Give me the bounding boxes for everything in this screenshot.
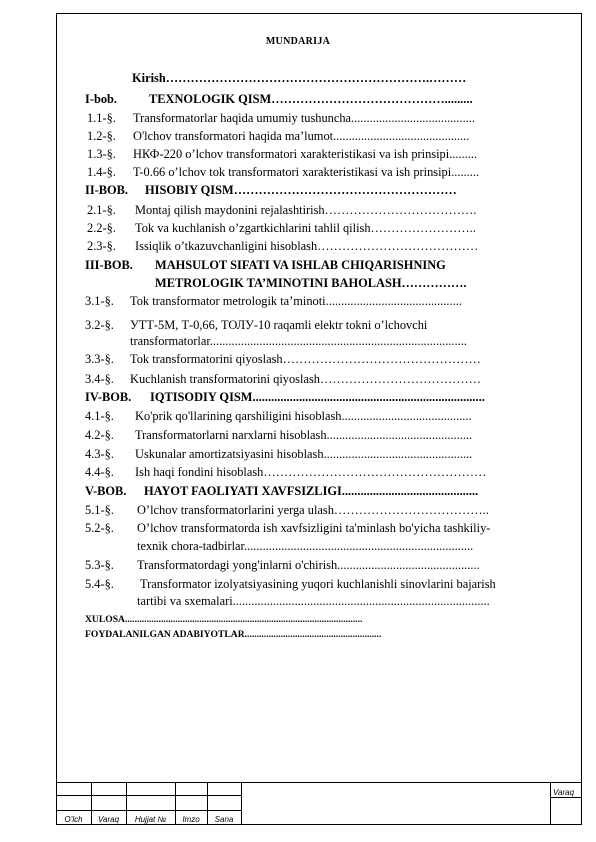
toc-section-5-4-cont: tartibi va sxemalari................................................................................... [137,594,490,608]
toc-chapter-3: III-BOB. MAHSULOT SIFATI VA ISHLAB CHIQARISHNING [85,258,446,272]
toc-chapter-1: I-bob. TEXNOLOGIK QISM……………………………………......... [85,92,473,106]
toc-section-3-4: 3.4-§. Kuchlanish transformatorini qiyoslash………………………………… [85,372,482,386]
stamp-col-varaq: Varaq [97,815,120,824]
toc-section-5-2: 5.2-§. O’lchov transformatorda ish xavfsizligini ta'minlash bo'yicha tashkiliy- [85,521,491,535]
stamp-col-olch: O’lch [64,815,83,824]
stamp-col-hujjat: Hujjat № [134,815,167,824]
toc-references: FOYDALANILGAN ADABIYOTLAR......................................................... [85,629,382,640]
page-title: MUNDARIJA [265,36,331,47]
toc-section-5-3: 5.3-§. Transformatordagi yong'inlarni o'chirish.............................................. [85,558,480,572]
toc-section-4-1: 4.1-§. Ko'prik qo'llarining qarshiligini hisoblash.......................................... [85,409,472,423]
toc-section-4-3: 4.3-§. Uskunalar amortizatsiyasini hisoblash................................................ [85,447,473,461]
toc-chapter-3-cont: METROLOGIK TA’MINOTINI BAHOLASH……………. [155,276,467,290]
toc-section-5-1: 5.1-§. O’lchov transformatorlarini yerga ulash……………………………….. [85,503,489,517]
toc-section-3-2: 3.2-§. УТТ-5М, Т-0,66, ТОЛУ-10 raqamli elektr tokni o’lchovchi [85,318,428,332]
toc-intro: Kirish……………………………………………………….……… [132,71,467,85]
toc-section-1-3: 1.3-§. НКФ-220 o’lchov transformatori xarakteristikasi va ish prinsipi......... [87,147,478,161]
toc-section-2-2: 2.2-§. Tok va kuchlanish o’zgartkichlarini tahlil qilish…………………….. [87,221,476,235]
toc-conclusion: XULOSA................................................................................................... [85,614,363,625]
stamp-page-label: Varaq [553,788,575,797]
title-block [56,782,582,825]
toc-section-5-4: 5.4-§. Transformator izolyatsiyasining yuqori kuchlanishli sinovlarini bajarish [85,577,496,591]
toc-section-4-4: 4.4-§. Ish haqi fondini hisoblash……………………………………………… [85,465,487,479]
toc-chapter-2: II-BOB. HISOBIY QISM……………………………………………… [85,183,457,197]
toc-section-1-4: 1.4-§. T-0.66 o’lchov tok transformatori xarakteristikasi va ish prinsipi......... [87,165,480,179]
stamp-col-imzo: Imzo [182,815,200,824]
toc-section-3-2-cont: transformatorlar................................................................................... [130,334,467,348]
toc-section-1-1: 1.1-§. Transformatorlar haqida umumiy tushuncha........................................ [87,111,475,125]
toc-section-4-2: 4.2-§. Transformatorlarni narxlarni hisoblash............................................... [85,428,473,442]
stamp-col-sana: Sana [214,815,234,824]
toc-section-2-3: 2.3-§. Issiqlik o’tkazuvchanligini hisoblash………………………………… [87,239,479,253]
toc-section-5-2-cont: texnik chora-tadbirlar.......................................................................... [137,539,474,553]
toc-section-3-1: 3.1-§. Tok transformator metrologik ta’minoti............................................ [85,294,462,308]
toc-chapter-4: IV-BOB. IQTISODIY QISM........................................................................... [85,390,485,404]
toc-chapter-5: V-BOB. HAYOT FAOLIYATI XAVFSIZLIGI............................................ [85,484,479,498]
toc-section-1-2: 1.2-§. O'lchov transformatori haqida ma’lumot............................................ [87,129,470,143]
toc-section-2-1: 2.1-§. Montaj qilish maydonini rejalashtirish………………………………. [87,203,477,217]
toc-section-3-3: 3.3-§. Tok transformatorini qiyoslash………………………………………… [85,352,481,366]
